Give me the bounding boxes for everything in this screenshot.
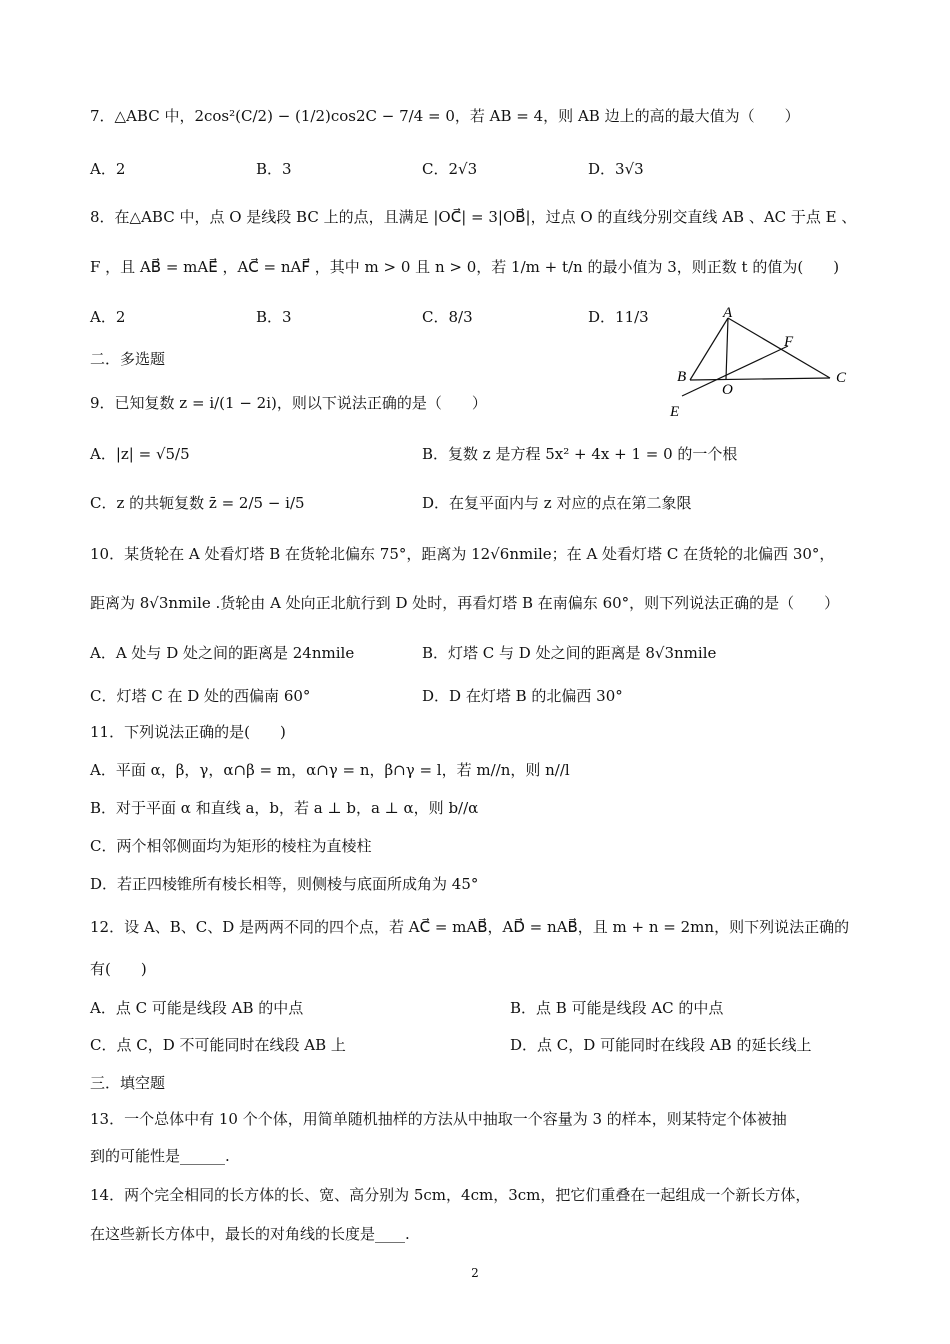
label-o: O [722,382,733,398]
q7-option-d: D．3√3 [588,160,644,178]
q12-option-a: A．点 C 可能是线段 AB 的中点 [90,999,304,1017]
q9-option-d: D．在复平面内与 z 对应的点在第二象限 [422,494,692,512]
q13-line1: 13．一个总体中有 10 个个体，用简单随机抽样的方法从中抽取一个容量为 3 的样本，则某特定个体被抽 [90,1110,787,1128]
q11-option-c: C．两个相邻侧面均为矩形的棱柱为直棱柱 [90,837,372,855]
q9-option-a: A．|z| = √5/5 [90,445,190,463]
q8-line2: F ，且 AB⃗ = mAE⃗ ，AC⃗ = nAF⃗ ，其中 m > 0 且 n > 0，若 1/m + t/n 的最小值为 3，则正数 t 的值为( ) [90,258,840,276]
q7-text: 7．△ABC 中，2cos²(C/2) − (1/2)cos2C − 7/4 = 0，若 AB = 4，则 AB 边上的高的最大值为（ ） [90,107,800,125]
q12-option-c: C．点 C，D 不可能同时在线段 AB 上 [90,1036,346,1054]
page-number: 2 [471,1266,479,1280]
triangle-figure [660,300,860,425]
label-e: E [670,404,680,420]
q14-line1: 14．两个完全相同的长方体的长、宽、高分别为 5cm，4cm，3cm，把它们重叠在一起组成一个新长方体， [90,1186,811,1204]
q8-option-b: B．3 [256,308,292,326]
q8-option-c: C．8/3 [422,308,473,326]
q11-option-a: A．平面 α，β，γ，α∩β = m，α∩γ = n，β∩γ = l，若 m//n，则 n//l [90,761,570,779]
q7-option-b: B．3 [256,160,292,178]
q13-line2: 到的可能性是______. [90,1147,230,1165]
q12-option-b: B．点 B 可能是线段 AC 的中点 [510,999,724,1017]
q8-option-a: A．2 [90,308,126,326]
q11-option-b: B．对于平面 α 和直线 a，b，若 a ⊥ b，a ⊥ α，则 b//α [90,799,479,817]
q11-option-d: D．若正四棱锥所有棱长相等，则侧棱与底面所成角为 45° [90,875,479,893]
label-c: C [836,370,847,386]
label-a: A [723,305,733,321]
q10-option-a: A．A 处与 D 处之间的距离是 24nmile [90,644,355,662]
q10-option-c: C．灯塔 C 在 D 处的西偏南 60° [90,687,311,705]
q10-option-d: D．D 在灯塔 B 的北偏西 30° [422,687,623,705]
section-multi-choice: 二．多选题 [90,350,166,368]
label-f: F [784,334,794,350]
q10-line1: 10．某货轮在 A 处看灯塔 B 在货轮北偏东 75°，距离为 12√6nmile；在 A 处看灯塔 C 在货轮的北偏西 30°， [90,545,835,563]
q9-option-b: B．复数 z 是方程 5x² + 4x + 1 = 0 的一个根 [422,445,738,463]
q12-option-d: D．点 C，D 可能同时在线段 AB 的延长线上 [510,1036,812,1054]
q7-option-a: A．2 [90,160,126,178]
q11-text: 11．下列说法正确的是( ) [90,723,286,741]
q14-line2: 在这些新长方体中，最长的对角线的长度是____. [90,1225,410,1243]
section-fill-blank: 三．填空题 [90,1074,166,1092]
label-b: B [677,369,687,385]
q8-option-d: D．11/3 [588,308,649,326]
q12-line2: 有( ) [90,960,147,978]
q10-option-b: B．灯塔 C 与 D 处之间的距离是 8√3nmile [422,644,717,662]
q10-line2: 距离为 8√3nmile .货轮由 A 处向正北航行到 D 处时，再看灯塔 B 在南偏东 60°，则下列说法正确的是（ ） [90,594,840,612]
q7-option-c: C．2√3 [422,160,478,178]
q8-line1: 8．在△ABC 中，点 O 是线段 BC 上的点，且满足 |OC⃗| = 3|OB⃗|，过点 O 的直线分别交直线 AB 、AC 于点 E 、 [90,208,857,226]
q9-option-c: C．z 的共轭复数 z̄ = 2/5 − i/5 [90,494,305,512]
q9-text: 9．已知复数 z = i/(1 − 2i)，则以下说法正确的是（ ） [90,394,487,412]
q12-line1: 12．设 A、B、C、D 是两两不同的四个点，若 AC⃗ = mAB⃗，AD⃗ = nAB⃗，且 m + n = 2mn，则下列说法正确的 [90,918,850,936]
